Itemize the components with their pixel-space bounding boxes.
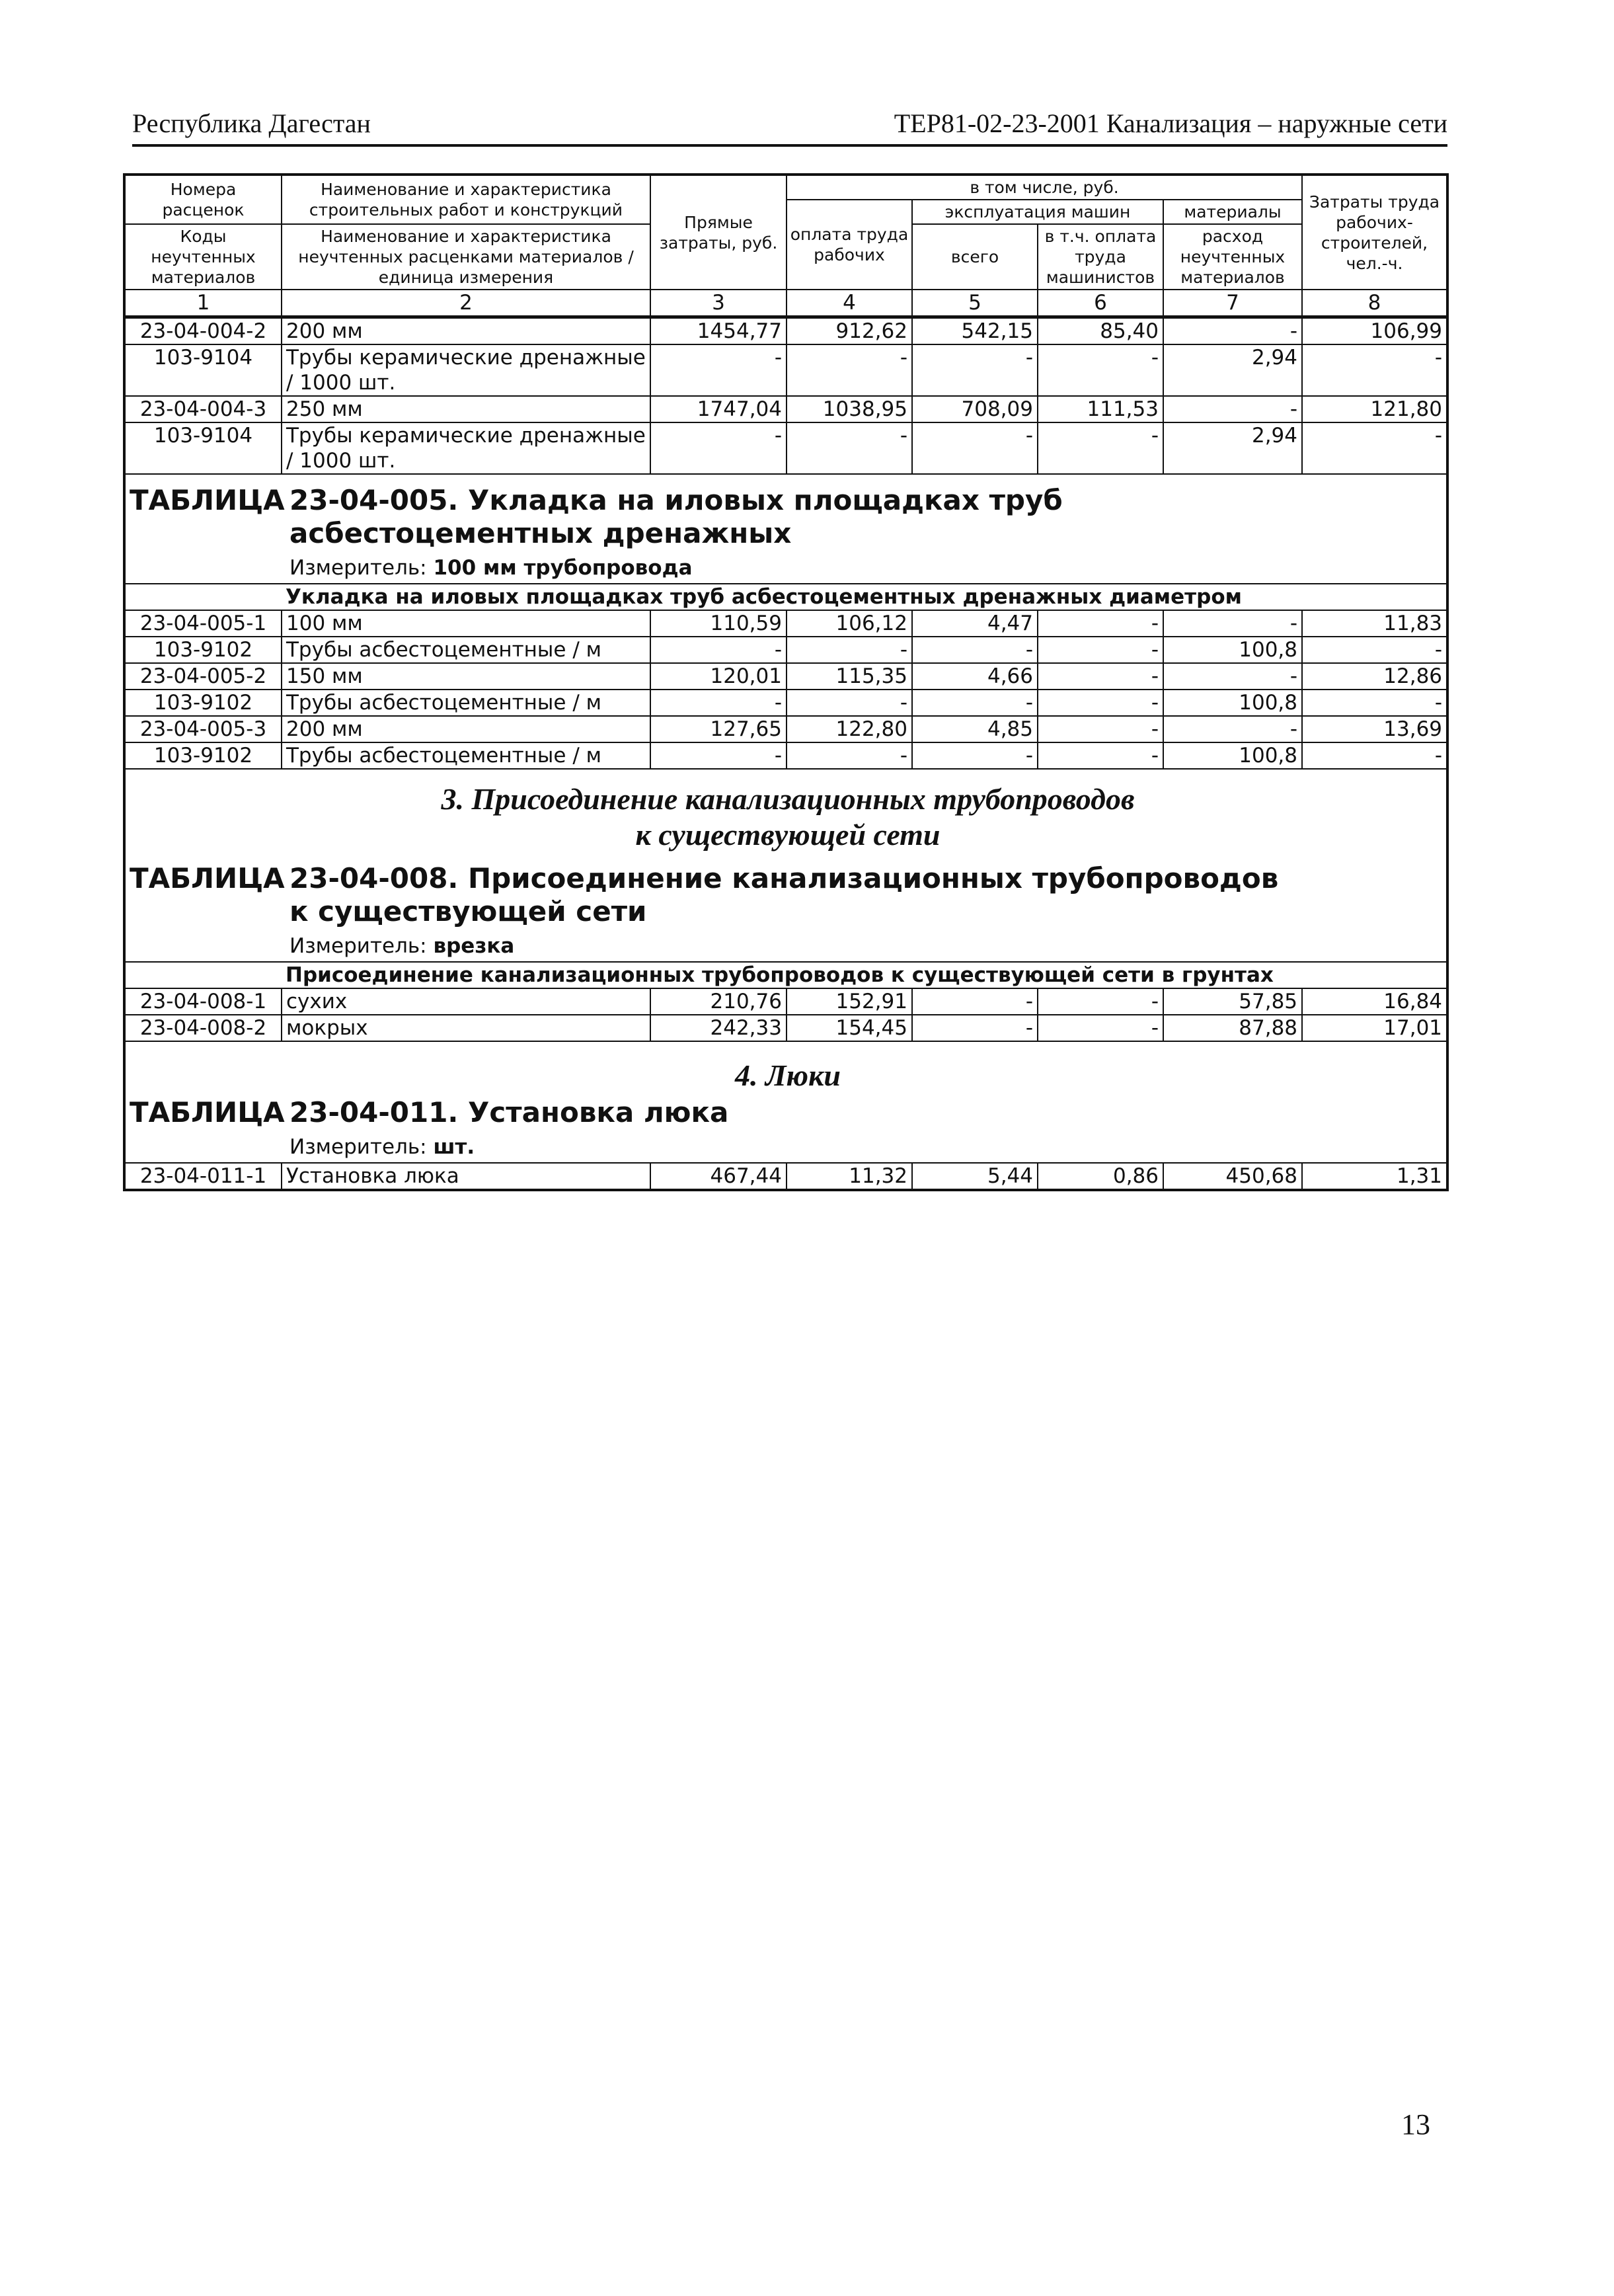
row-code: 23-04-005-3 <box>124 716 282 742</box>
measure-value: 100 мм трубопровода <box>433 556 693 580</box>
row-value: 5,44 <box>912 1163 1038 1190</box>
row-value: - <box>1163 396 1302 422</box>
table-row <box>124 637 1447 663</box>
table-008-body <box>124 988 1447 1041</box>
row-value: 4,85 <box>912 716 1038 742</box>
row-value: - <box>650 344 787 396</box>
row-value: - <box>1038 988 1163 1015</box>
row-value: - <box>787 422 912 474</box>
measure-label: Измеритель: <box>289 934 427 958</box>
row-value: 912,62 <box>787 317 912 345</box>
table-row <box>124 610 1447 637</box>
table-row <box>124 742 1447 769</box>
column-number: 2 <box>282 290 650 317</box>
row-name: 250 мм <box>282 396 650 422</box>
row-value: - <box>1302 690 1447 716</box>
page-number: 13 <box>1401 2108 1430 2141</box>
row-value: 12,86 <box>1302 663 1447 690</box>
row-value: - <box>1038 742 1163 769</box>
col-mach-incl: в т.ч. оплата труда машинистов <box>1038 224 1163 290</box>
table-011-body <box>124 1163 1447 1190</box>
row-value: 242,33 <box>650 1015 787 1041</box>
table-008-heading <box>124 769 1447 962</box>
row-value: 100,8 <box>1163 637 1302 663</box>
row-value: - <box>1038 344 1163 396</box>
row-value: 2,94 <box>1163 344 1302 396</box>
row-name: сухих <box>282 988 650 1015</box>
table-row <box>124 1015 1447 1041</box>
row-name: 200 мм <box>282 317 650 345</box>
row-value: - <box>912 742 1038 769</box>
table-title: 23-04-005. Укладка на иловых площадках труб асбестоцементных дренажных <box>289 484 1063 549</box>
row-value: 1747,04 <box>650 396 787 422</box>
row-name: Трубы асбестоцементные / м <box>282 690 650 716</box>
column-number: 5 <box>912 290 1038 317</box>
table-row <box>124 422 1447 474</box>
row-code: 23-04-005-2 <box>124 663 282 690</box>
table-011-heading <box>124 1041 1447 1163</box>
table-row <box>124 716 1447 742</box>
row-value: 542,15 <box>912 317 1038 345</box>
table-row <box>124 1163 1447 1190</box>
column-number-row <box>124 290 1447 317</box>
row-value: - <box>1302 422 1447 474</box>
row-code: 23-04-008-1 <box>124 988 282 1015</box>
col-name-bottom: Наименование и характеристика неучтенных расценками материалов / единица измерения <box>282 224 650 290</box>
row-value: 4,47 <box>912 610 1038 637</box>
row-value: 87,88 <box>1163 1015 1302 1041</box>
col-mach: эксплуатация машин <box>912 200 1163 224</box>
table-title: 23-04-008. Присоединение канализационных трубопроводов <box>289 862 1279 894</box>
row-value: 1,31 <box>1302 1163 1447 1190</box>
row-name: Установка люка <box>282 1163 650 1190</box>
row-value: - <box>787 742 912 769</box>
table-row <box>124 396 1447 422</box>
row-value: 57,85 <box>1163 988 1302 1015</box>
row-value: 708,09 <box>912 396 1038 422</box>
row-value: 467,44 <box>650 1163 787 1190</box>
row-name: 150 мм <box>282 663 650 690</box>
row-value: 2,94 <box>1163 422 1302 474</box>
row-name: Трубы керамические дренажные / 1000 шт. <box>282 344 650 396</box>
row-value: - <box>912 637 1038 663</box>
table-header-row <box>124 175 1447 200</box>
row-value: - <box>912 690 1038 716</box>
row-value: 106,12 <box>787 610 912 637</box>
table-row <box>124 663 1447 690</box>
row-name: Трубы керамические дренажные / 1000 шт. <box>282 422 650 474</box>
table-label: ТАБЛИЦА <box>130 1096 285 1128</box>
row-value: - <box>650 422 787 474</box>
header-doc-code: ТЕР81-02-23-2001 Канализация – наружные сети <box>894 108 1447 138</box>
row-value: - <box>650 637 787 663</box>
row-value: - <box>1038 716 1163 742</box>
column-number: 1 <box>124 290 282 317</box>
row-value: - <box>912 422 1038 474</box>
row-name: Трубы асбестоцементные / м <box>282 742 650 769</box>
group-heading-row <box>124 962 1447 988</box>
column-number: 7 <box>1163 290 1302 317</box>
column-number: 3 <box>650 290 787 317</box>
row-value: 16,84 <box>1302 988 1447 1015</box>
col-code-bottom: Коды неучтенных материалов <box>124 224 282 290</box>
row-value: - <box>1163 610 1302 637</box>
row-value: 11,32 <box>787 1163 912 1190</box>
table-title: 23-04-011. Установка люка <box>289 1096 729 1128</box>
group-heading: Присоединение канализационных трубопроводов к существующей сети в грунтах <box>282 962 1447 988</box>
col-mat-spent: расход неучтенных материалов <box>1163 224 1302 290</box>
running-header <box>132 104 1447 147</box>
row-code: 103-9104 <box>124 344 282 396</box>
row-value: 152,91 <box>787 988 912 1015</box>
row-value: - <box>912 1015 1038 1041</box>
row-code: 103-9104 <box>124 422 282 474</box>
row-value: - <box>787 690 912 716</box>
row-code: 23-04-005-1 <box>124 610 282 637</box>
block1-body <box>124 317 1447 475</box>
col-name-top: Наименование и характеристика строительных работ и конструкций <box>282 175 650 224</box>
row-value: 4,66 <box>912 663 1038 690</box>
row-value: 0,86 <box>1038 1163 1163 1190</box>
row-value: 111,53 <box>1038 396 1163 422</box>
row-value: - <box>1163 663 1302 690</box>
row-code: 23-04-011-1 <box>124 1163 282 1190</box>
column-number: 8 <box>1302 290 1447 317</box>
table-label: ТАБЛИЦА <box>130 484 285 516</box>
col-hours: Затраты труда рабочих-строителей, чел.-ч. <box>1302 175 1447 290</box>
row-value: 120,01 <box>650 663 787 690</box>
col-incl: в том числе, руб. <box>787 175 1302 200</box>
col-labor: оплата труда рабочих <box>787 200 912 290</box>
row-value: - <box>912 344 1038 396</box>
row-value: 17,01 <box>1302 1015 1447 1041</box>
table-row <box>124 988 1447 1015</box>
col-mach-total: всего <box>912 224 1038 290</box>
table-label: ТАБЛИЦА <box>130 862 285 894</box>
row-code: 23-04-004-3 <box>124 396 282 422</box>
group-heading-row <box>124 584 1447 610</box>
row-value: 13,69 <box>1302 716 1447 742</box>
row-value: 1038,95 <box>787 396 912 422</box>
row-value: 115,35 <box>787 663 912 690</box>
col-direct: Прямые затраты, руб. <box>650 175 787 290</box>
section-title-line2: к существующей сети <box>635 818 941 851</box>
row-value: 85,40 <box>1038 317 1163 345</box>
row-value: - <box>1163 716 1302 742</box>
table-005-heading <box>124 474 1447 584</box>
row-value: 1454,77 <box>650 317 787 345</box>
group-heading: Укладка на иловых площадках труб асбестоцементных дренажных диаметром <box>282 584 1447 610</box>
row-code: 103-9102 <box>124 637 282 663</box>
row-value: 100,8 <box>1163 742 1302 769</box>
measure-label: Измеритель: <box>289 556 427 580</box>
row-value: 122,80 <box>787 716 912 742</box>
table-title-line2: к существующей сети <box>289 895 647 928</box>
column-number: 4 <box>787 290 912 317</box>
measure-value: врезка <box>433 934 515 958</box>
row-value: - <box>912 988 1038 1015</box>
section-title-line1: 3. Присоединение канализационных трубопроводов <box>441 782 1135 816</box>
row-value: - <box>1302 742 1447 769</box>
row-value: 210,76 <box>650 988 787 1015</box>
section-title: 4. Люки <box>734 1058 841 1092</box>
row-code: 23-04-004-2 <box>124 317 282 345</box>
col-mat: материалы <box>1163 200 1302 224</box>
table-row <box>124 344 1447 396</box>
row-code: 103-9102 <box>124 742 282 769</box>
row-value: - <box>1038 637 1163 663</box>
row-value: - <box>1038 663 1163 690</box>
row-value: 110,59 <box>650 610 787 637</box>
row-value: - <box>787 344 912 396</box>
row-value: - <box>1163 317 1302 345</box>
measure-label: Измеритель: <box>289 1135 427 1159</box>
row-value: 450,68 <box>1163 1163 1302 1190</box>
row-value: - <box>1302 637 1447 663</box>
table-row <box>124 317 1447 345</box>
rates-table <box>123 173 1449 1191</box>
row-value: 106,99 <box>1302 317 1447 345</box>
row-value: 100,8 <box>1163 690 1302 716</box>
row-value: - <box>787 637 912 663</box>
row-value: - <box>1038 422 1163 474</box>
row-value: - <box>1038 610 1163 637</box>
row-name: Трубы асбестоцементные / м <box>282 637 650 663</box>
col-code-top: Номера расценок <box>124 175 282 224</box>
row-name: 100 мм <box>282 610 650 637</box>
row-value: 154,45 <box>787 1015 912 1041</box>
row-value: - <box>1038 690 1163 716</box>
row-code: 103-9102 <box>124 690 282 716</box>
row-name: 200 мм <box>282 716 650 742</box>
row-value: - <box>1038 1015 1163 1041</box>
column-number: 6 <box>1038 290 1163 317</box>
row-code: 23-04-008-2 <box>124 1015 282 1041</box>
row-value: - <box>650 742 787 769</box>
row-name: мокрых <box>282 1015 650 1041</box>
table-005-body <box>124 610 1447 769</box>
row-value: - <box>1302 344 1447 396</box>
row-value: 121,80 <box>1302 396 1447 422</box>
header-region: Республика Дагестан <box>132 108 371 138</box>
row-value: 11,83 <box>1302 610 1447 637</box>
row-value: 127,65 <box>650 716 787 742</box>
measure-value: шт. <box>433 1135 475 1159</box>
row-value: - <box>650 690 787 716</box>
table-row <box>124 690 1447 716</box>
